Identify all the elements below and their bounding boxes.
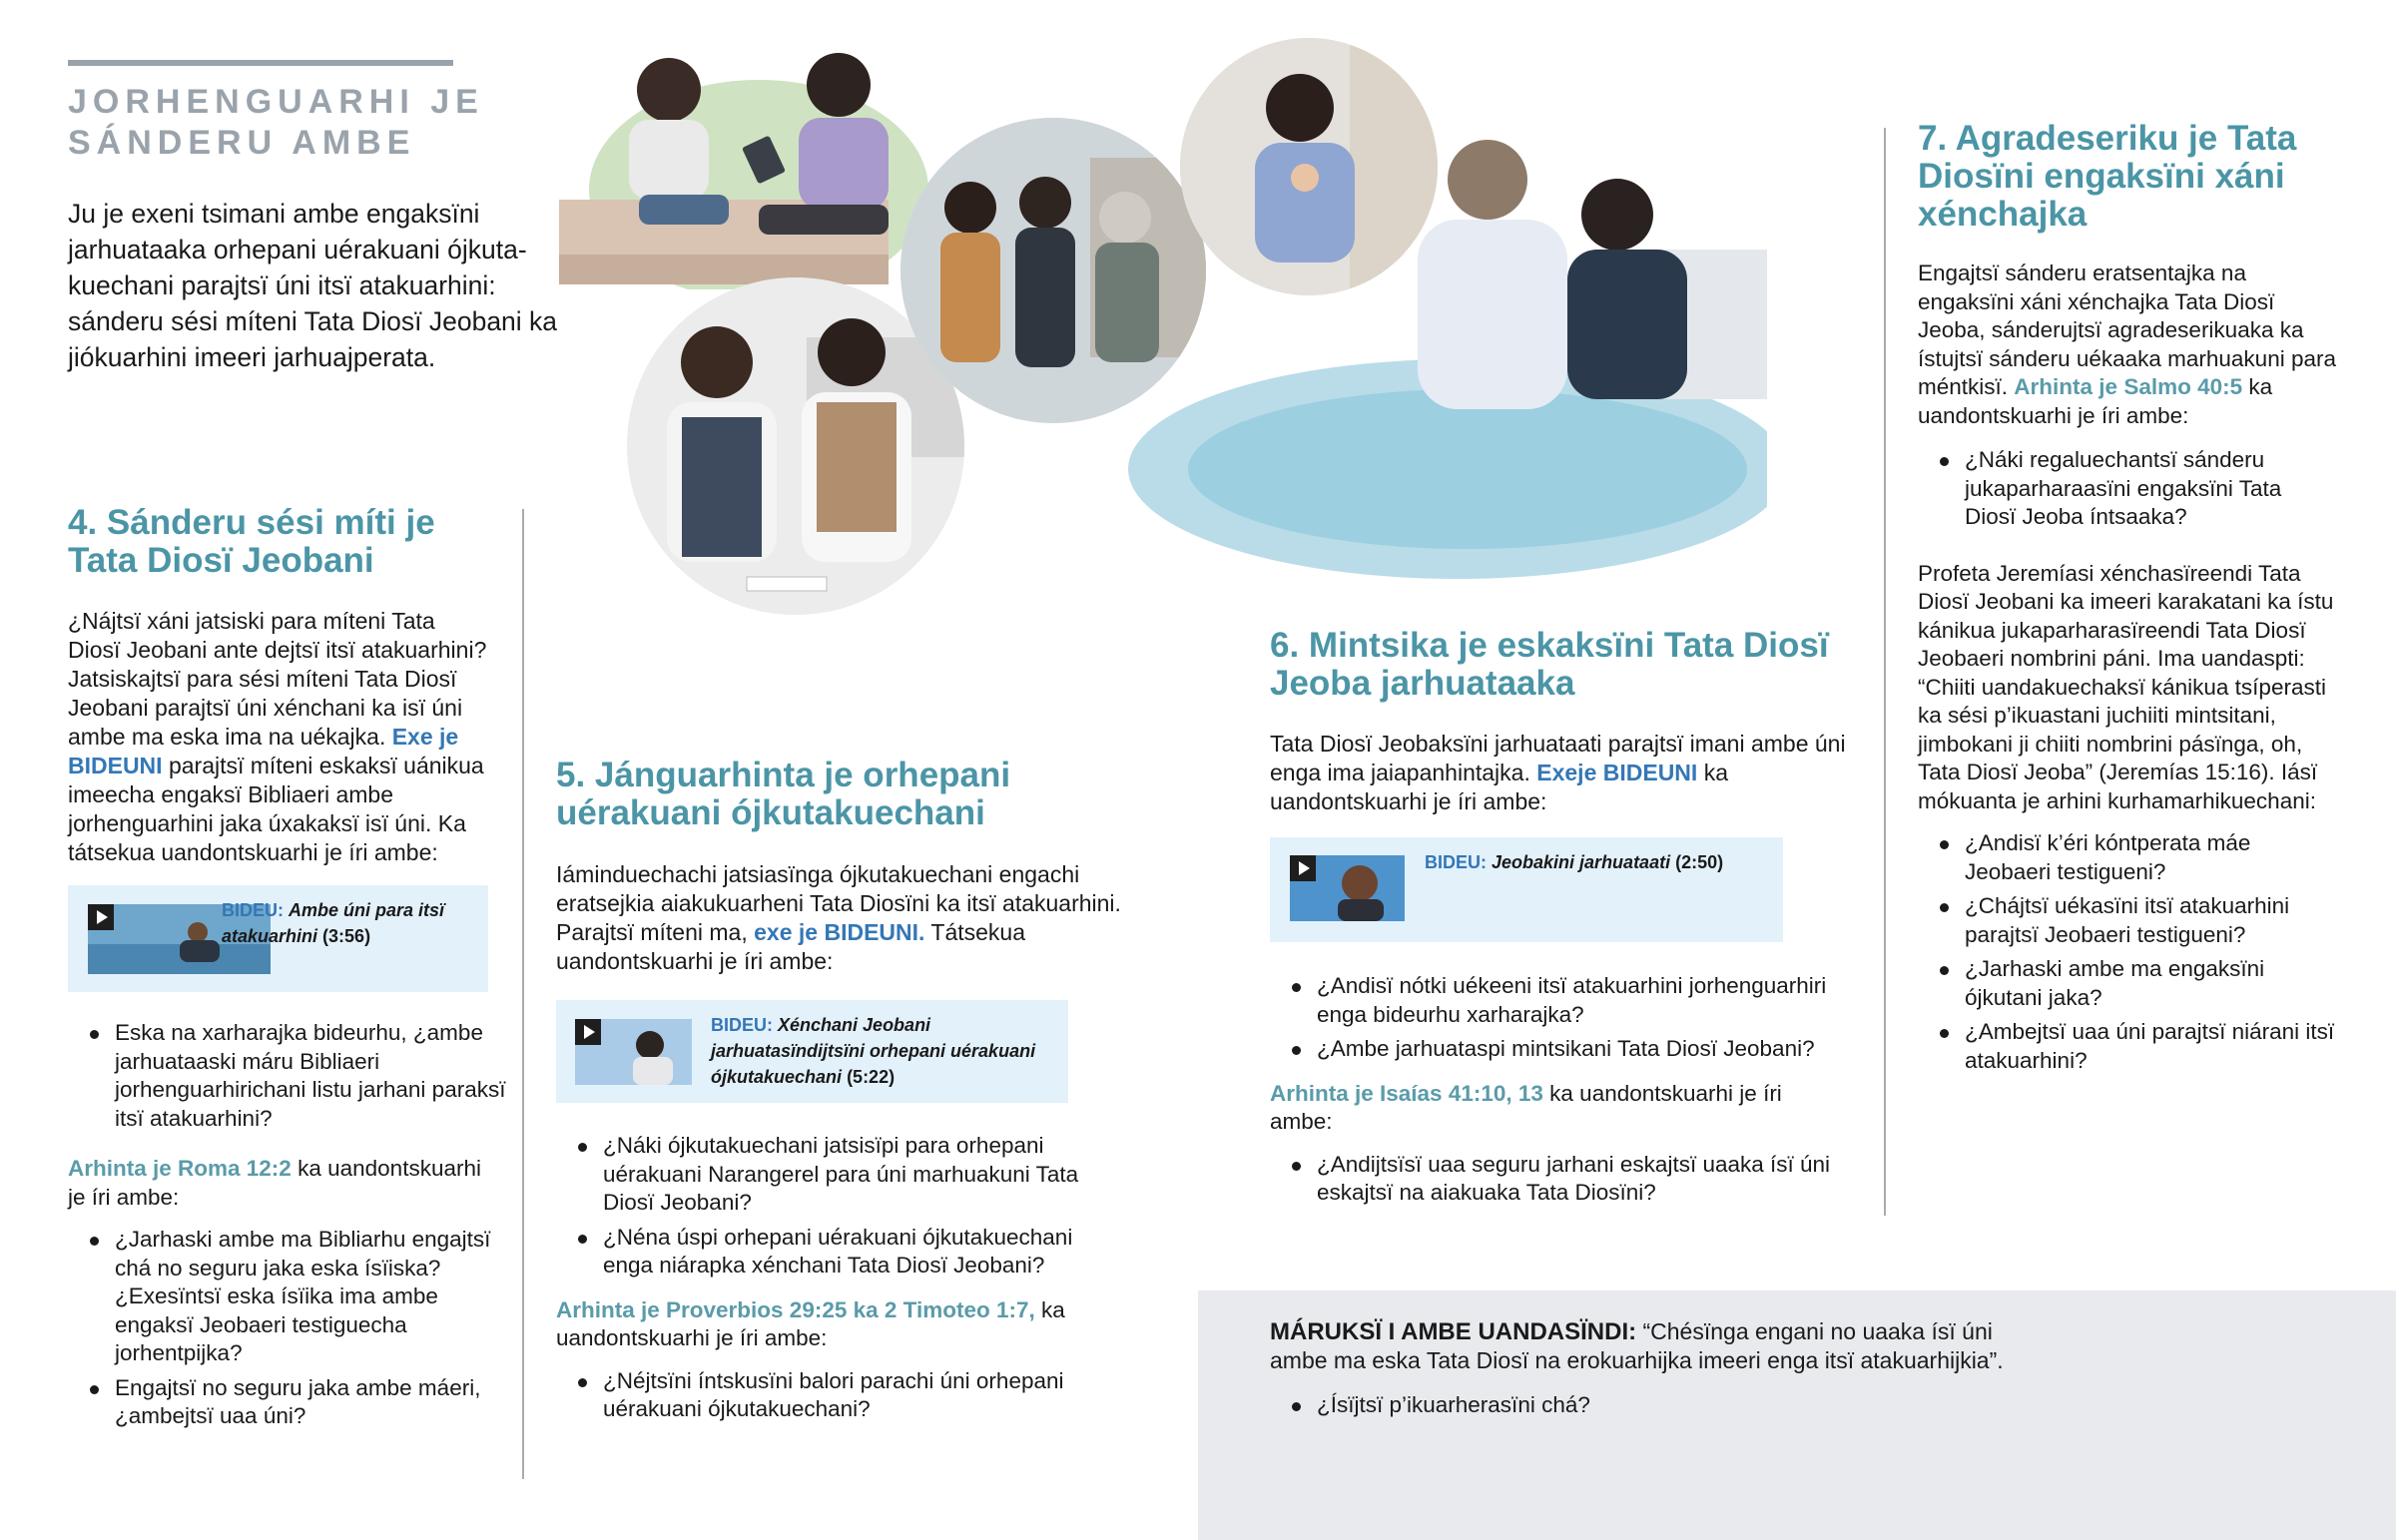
- column-divider-3: [1884, 128, 1886, 1216]
- section-6-paragraph: [1270, 730, 1849, 816]
- video-thumbnail[interactable]: [1290, 855, 1405, 921]
- question-item: ¿Andisï k’éri kóntperata máe Jeobaeri testigueni?: [1918, 829, 2337, 886]
- section-7-paragraph: [1918, 259, 2337, 430]
- section-4-video-link[interactable]: Exe je BIDEUNI: [68, 724, 459, 778]
- section-4-heading: 4. Sánderu sési míti je Tata Diosï Jeobani: [68, 503, 435, 580]
- video-duration: (2:50): [1675, 852, 1724, 872]
- objection-text: “Chésïnga engani no uaaka ísï úni ambe ma eska Tata Diosï na erokuarhijka imeeri enga itsï atakuarhijkia”.: [1270, 1318, 2004, 1373]
- objection-quote: [1270, 1317, 2049, 1375]
- section-4-reference: [68, 1155, 487, 1212]
- page-title: [68, 82, 484, 164]
- question-item: ¿Náki ójkutakuechani jatsisïpi para orhepani uérakuani Narangerel para úni marhuakuni Tata Diosï Jeobani?: [556, 1132, 1125, 1218]
- section-5-lower: [556, 1132, 1125, 1430]
- section-5-reference: [556, 1296, 1115, 1353]
- video-duration: (5:22): [847, 1067, 896, 1087]
- section-5-text: Iáminduechachi jatsiasïnga ójkutakuechani engachi eratsejkia aiakukuarheni Tata Diosïni ka itsï atakuarhini. Parajtsï míteni ma,: [556, 861, 1121, 945]
- objection-box: [1198, 1290, 2396, 1540]
- question-item: ¿Ambe jarhuataspi mintsikani Tata Diosï Jeobani?: [1270, 1035, 1859, 1064]
- objection-label: MÁRUKSÏ I AMBE UANDASÏNDI:: [1270, 1318, 1637, 1345]
- reference-instruction: ka uandontskuarhi je íri ambe:: [1270, 1080, 1782, 1134]
- video-name: Ambe úni para itsï atakuarhini: [222, 900, 445, 946]
- section-4-lower: [68, 1019, 507, 1437]
- section-5-questions-2: [556, 1367, 1125, 1424]
- reference-instruction: ka uandontskuarhi je íri ambe:: [556, 1296, 1065, 1350]
- reference-instruction: ka uandontskuarhi je íri ambe:: [68, 1156, 481, 1210]
- play-icon[interactable]: [88, 904, 114, 930]
- page-title-line2: SÁNDERU AMBE: [68, 124, 416, 162]
- page-title-line1: JORHENGUARHI JE: [68, 83, 484, 121]
- intro-text: Ju je exeni tsimani ambe engaksïni jarhuataaka orhepani uérakuani ójkuta-kuechani parajtsï úni itsï atakuarhini: sánderu sési míteni Tata Diosï Jeobani ka jiókuarhini imeeri jarhuajperata.: [68, 199, 558, 372]
- question-item: ¿Jarhaski ambe ma engaksïni ójkutani jaka?: [1918, 955, 2337, 1012]
- video-card-section-5[interactable]: [556, 1000, 1068, 1103]
- section-6-reference: [1270, 1080, 1829, 1137]
- question-item: ¿Chájtsï uékasïni itsï atakuarhini parajtsï Jeobaeri testigueni?: [1918, 892, 2337, 949]
- section-5-heading: 5. Jánguarhinta je orhepani uérakuani ójkutakuechani: [556, 756, 1011, 832]
- question-item: ¿Ísïjtsï p’ikuarherasïni chá?: [1270, 1391, 1969, 1420]
- section-7-paragraph-2: Profeta Jeremíasi xénchasïreendi Tata Diosï Jeobani ka imeeri karakatani ka ístu kánikua jukaparharasïreendi Tata Diosï Jeobaeri nombrini páni. Ima uandaspti: “Chiiti uandakuechaksï kánikua tsíperasti ka sési p’ikuastani juchiiti mintsitani, jimbokani ji chiiti nombrini pásïnga, oh, Tata Diosï Jeoba” (Jeremías 15:16). Iásï mókuanta je arhini kurhamarhikuechani:: [1918, 560, 2334, 813]
- column-divider-1: [522, 509, 524, 1479]
- section-5-questions: [556, 1132, 1125, 1281]
- question-item: Engajtsï no seguru jaka ambe máeri, ¿ambejtsï uaa úni?: [68, 1374, 507, 1431]
- section-5-video-link[interactable]: exe je BIDEUNI.: [754, 919, 925, 945]
- section-5-text-after: Tátsekua uandontskuarhi je íri ambe:: [556, 919, 1026, 974]
- section-6: [1270, 627, 1849, 816]
- illustration-baptism: [1078, 140, 1767, 589]
- video-duration: (3:56): [322, 926, 371, 946]
- section-6-video-link[interactable]: Exeje BIDEUNI: [1536, 760, 1698, 785]
- section-7-heading: 7. Agradeseriku je Tata Diosïni engaksïni xáni xénchajka: [1918, 119, 2297, 234]
- section-5-paragraph: [556, 860, 1125, 976]
- video-label: BIDEU:: [1425, 852, 1487, 872]
- video-name: Jeobakini jarhuataati: [1492, 852, 1671, 872]
- section-6-lower: [1270, 972, 1859, 1214]
- scripture-link[interactable]: Arhinta je Proverbios 29:25 ka 2 Timoteo 1:7,: [556, 1296, 1035, 1322]
- section-6-heading: 6. Mintsika je eskaksïni Tata Diosï Jeoba jarhuataaka: [1270, 626, 1829, 703]
- reference-instruction: ka uandontskuarhi je íri ambe:: [1918, 374, 2273, 428]
- section-4-text: ¿Nájtsï xáni jatsiski para míteni Tata Diosï Jeobani ante dejtsï itsï atakuarhini? Jatsiskajtsï para sési míteni Tata Diosï Jeobani parajtsï úni xénchani ka isï úni ambe ma eska ima na uékajka.: [68, 608, 487, 750]
- section-4-questions: [68, 1019, 507, 1133]
- video-title: [1425, 849, 1769, 875]
- section-6-questions: [1270, 972, 1859, 1064]
- section-6-text: Tata Diosï Jeobaksïni jarhuataati parajtsï imani ambe úni enga ima jaiapanhintajka.: [1270, 731, 1846, 785]
- header-rule: [68, 60, 453, 66]
- illustration-baptism-water: [1078, 140, 1767, 589]
- video-card-section-4[interactable]: [68, 885, 488, 992]
- video-label: BIDEU:: [711, 1015, 773, 1035]
- section-7: [1918, 120, 2337, 1081]
- question-item: ¿Jarhaski ambe ma Bibliarhu engajtsï chá no seguru jaka eska ísïiska? ¿Exesïntsï eska ísïika ima ambe engaksï Jeobaeri testiguecha jorhentpijka?: [68, 1226, 507, 1368]
- objection-questions: [1270, 1391, 1969, 1426]
- section-7-questions-2: [1918, 829, 2337, 1075]
- section-7-questions: [1918, 446, 2337, 532]
- play-icon[interactable]: [1290, 855, 1316, 881]
- video-card-section-6[interactable]: [1270, 837, 1783, 942]
- play-icon[interactable]: [575, 1019, 601, 1045]
- section-6-questions-2: [1270, 1151, 1859, 1208]
- section-4-questions-2: [68, 1226, 507, 1431]
- question-item: ¿Andisï nótki uékeeni itsï atakuarhini jorhenguarhiri enga bideurhu xarharajka?: [1270, 972, 1859, 1029]
- question-item: ¿Néna úspi orhepani uérakuani ójkutakuechani enga niárapka xénchani Tata Diosï Jeobani?: [556, 1224, 1125, 1281]
- video-title: [222, 897, 471, 949]
- section-4: [68, 504, 487, 867]
- section-5: [556, 757, 1125, 976]
- scripture-link[interactable]: Arhinta je Roma 12:2: [68, 1156, 292, 1181]
- video-label: BIDEU:: [222, 900, 284, 920]
- section-6-text-after: ka uandontskuarhi je íri ambe:: [1270, 760, 1728, 814]
- question-item: ¿Náki regaluechantsï sánderu jukaparharaasïni engaksïni Tata Diosï Jeoba íntsaaka?: [1918, 446, 2337, 532]
- section-4-paragraph: [68, 607, 487, 867]
- question-item: Eska na xarharajka bideurhu, ¿ambe jarhuataaski máru Bibliaeri jorhenguarhirichani listu jarhani paraksï itsï atakuarhini?: [68, 1019, 507, 1133]
- video-name: Xénchani Jeobani jarhuatasïndijtsïni orhepani uérakuani ójkutakuechani: [711, 1015, 1036, 1087]
- scripture-link[interactable]: Arhinta je Isaías 41:10, 13: [1270, 1080, 1543, 1106]
- video-title: [711, 1012, 1055, 1090]
- question-item: ¿Néjtsïni íntskusïni balori parachi úni orhepani uérakuani ójkutakuechani?: [556, 1367, 1125, 1424]
- scripture-link[interactable]: Arhinta je Salmo 40:5: [2014, 374, 2243, 399]
- question-item: ¿Ambejtsï uaa úni parajtsï niárani itsï atakuarhini?: [1918, 1018, 2337, 1075]
- question-item: ¿Andijtsïsï uaa seguru jarhani eskajtsï uaaka ísï úni eskajtsï na aiakuaka Tata Diosïni?: [1270, 1151, 1859, 1208]
- video-thumbnail[interactable]: [575, 1019, 692, 1085]
- section-7-text: Engajtsï sánderu eratsentajka na engaksïni xáni xénchajka Tata Diosï Jeoba, sánderujtsï agradeserikuaka ka ístujtsï sánderu uékaaka marhuakuni para méntkisï.: [1918, 260, 2336, 399]
- section-4-text-after: parajtsï míteni eskaksï uánikua imeecha engaksï Bibliaeri ambe jorhenguarhini jaka úxakaksï isï úni. Ka tátsekua uandontskuarhi je íri ambe:: [68, 753, 484, 865]
